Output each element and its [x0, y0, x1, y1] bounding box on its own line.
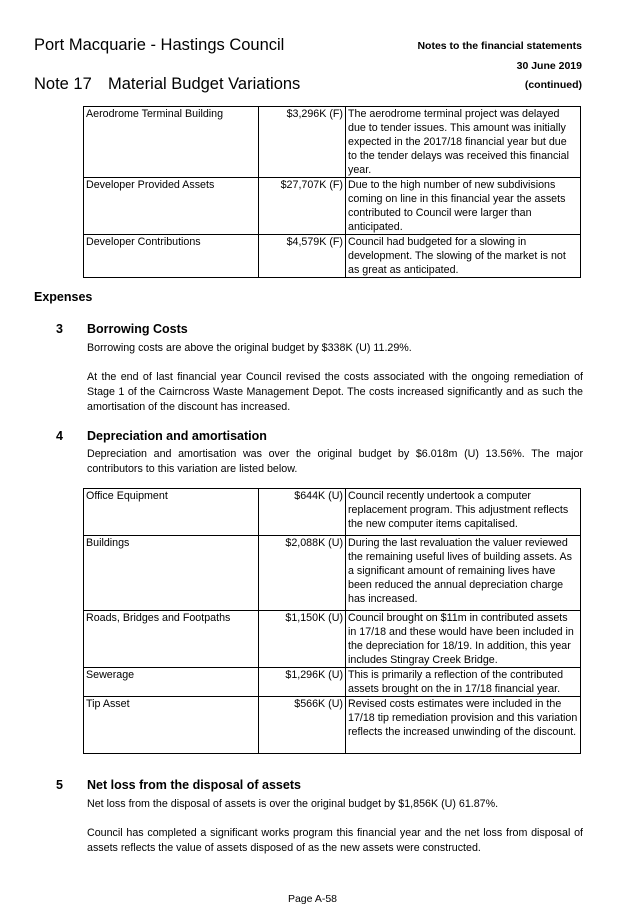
council-name: Port Macquarie - Hastings Council: [34, 36, 285, 54]
section-3-para-1: Borrowing costs are above the original budget by $338K (U) 11.29%.: [87, 342, 412, 354]
header-notes-label: Notes to the financial statements: [417, 40, 582, 52]
section-3-number: 3: [56, 322, 63, 336]
page-number: Page A-58: [287, 893, 338, 905]
table-row: [84, 235, 581, 278]
table-row: [84, 668, 581, 697]
row-description: This is primarily a reflection of the contributed assets brought on the in 17/18 financial year.: [346, 668, 581, 697]
table-row: [84, 611, 581, 668]
section-5-title: Net loss from the disposal of assets: [87, 778, 301, 792]
row-item: Developer Provided Assets: [84, 178, 259, 235]
row-description: Due to the high number of new subdivisions coming on line in this financial year the assets contributed to Council were larger than anticipated.: [346, 178, 581, 235]
income-variations-table: [83, 106, 581, 278]
table-row: [84, 697, 581, 754]
row-description: Revised costs estimates were included in the 17/18 tip remediation provision and this variation reflects the increased unwinding of the discount.: [346, 697, 581, 754]
row-item: Buildings: [84, 536, 259, 611]
row-item: Aerodrome Terminal Building: [84, 107, 259, 178]
section-4-para-1: Depreciation and amortisation was over the original budget by $6.018m (U) 13.56%. The major contributors to this variation are listed below.: [87, 448, 583, 475]
row-item: Office Equipment: [84, 489, 259, 536]
table-row: [84, 536, 581, 611]
row-description: Council brought on $11m in contributed assets in 17/18 and these would have been included in the depreciation for 18/19. In addition, this year includes Stingray Creek Bridge.: [346, 611, 581, 668]
row-amount: $566K (U): [259, 697, 346, 754]
section-3-para-2: At the end of last financial year Council revised the costs associated with the ongoing remediation of Stage 1 of the Cairncross Waste Management Depot. The costs increased significantly and as such the amortisation of the discount has increased.: [87, 371, 583, 413]
header-continued: (continued): [524, 79, 582, 91]
note-heading: [34, 75, 300, 94]
row-item: Sewerage: [84, 668, 259, 697]
row-amount: $644K (U): [259, 489, 346, 536]
expenses-heading: Expenses: [34, 290, 93, 304]
row-amount: $2,088K (U): [259, 536, 346, 611]
row-amount: $3,296K (F): [259, 107, 346, 178]
section-5-para-2: Council has completed a significant works program this financial year and the net loss from disposal of assets reflects the value of assets disposed of as the new assets were constructed.: [87, 827, 583, 854]
row-amount: $1,150K (U): [259, 611, 346, 668]
section-4-number: 4: [56, 429, 63, 443]
row-amount: $27,707K (F): [259, 178, 346, 235]
table-row: [84, 489, 581, 536]
header-date: 30 June 2019: [516, 60, 582, 72]
table-row: [84, 107, 581, 178]
section-5-number: 5: [56, 778, 63, 792]
row-description: Council recently undertook a computer replacement program. This adjustment reflects the new computer items capitalised.: [346, 489, 581, 536]
row-amount: $4,579K (F): [259, 235, 346, 278]
row-amount: $1,296K (U): [259, 668, 346, 697]
section-3-title: Borrowing Costs: [87, 322, 188, 336]
note-title: Material Budget Variations: [108, 75, 301, 93]
row-item: Tip Asset: [84, 697, 259, 754]
note-number: Note 17: [34, 75, 92, 93]
row-description: Council had budgeted for a slowing in development. The slowing of the market is not as great as anticipated.: [346, 235, 581, 278]
row-item: Developer Contributions: [84, 235, 259, 278]
section-5-para-1: Net loss from the disposal of assets is over the original budget by $1,856K (U) 61.87%.: [87, 798, 499, 810]
section-4-title: Depreciation and amortisation: [87, 429, 267, 443]
row-description: During the last revaluation the valuer reviewed the remaining useful lives of building assets. As a significant amount of remaining lives have been reduced the annual depreciation charge has increased.: [346, 536, 581, 611]
row-item: Roads, Bridges and Footpaths: [84, 611, 259, 668]
row-description: The aerodrome terminal project was delayed due to tender issues. This amount was initially expected in the 2017/18 financial year but due to the tender delays was received this financial year.: [346, 107, 581, 178]
depreciation-variations-table: [83, 488, 581, 754]
table-row: [84, 178, 581, 235]
